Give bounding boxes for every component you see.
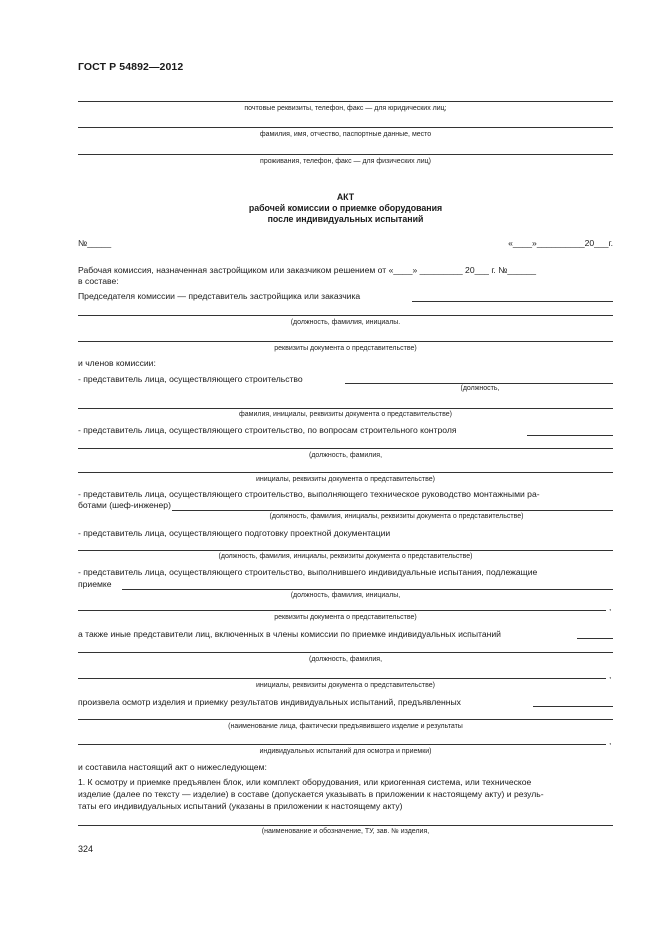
caption: (должность, фамилия, инициалы, xyxy=(290,592,401,599)
fill-line xyxy=(78,550,613,551)
fill-line xyxy=(412,301,613,302)
caption: индивидуальных испытаний для осмотра и приемки) xyxy=(259,748,432,755)
fill-line xyxy=(533,706,613,707)
caption: (должность, фамилия, инициалы, реквизиты документа о представительстве) xyxy=(218,553,473,560)
caption: инициалы, реквизиты документа о представительстве) xyxy=(256,476,435,483)
comma: , xyxy=(609,602,612,612)
fill-line xyxy=(78,652,613,653)
fill-line xyxy=(78,719,613,720)
fill-line xyxy=(172,510,613,511)
paragraph-1: 1. К осмотру и приемке предъявлен блок, или комплект оборудования, или криогенная система, или техническое xyxy=(78,777,532,787)
fill-line xyxy=(527,435,613,436)
member-text: - представитель лица, осуществляющего строительство, по вопросам строительного контроля xyxy=(78,425,457,435)
member-text: - представитель лица, осуществляющего строительство, выполнившего индивидуальные испытания, подлежащие xyxy=(78,567,538,577)
fill-line xyxy=(345,383,613,384)
caption: фамилия, инициалы, реквизиты документа о представительстве) xyxy=(239,411,452,418)
comma: , xyxy=(609,736,612,746)
fill-line xyxy=(78,408,613,409)
fill-line xyxy=(78,678,606,679)
caption: инициалы, реквизиты документа о представительстве) xyxy=(256,682,435,689)
fill-line xyxy=(78,825,613,826)
caption: почтовые реквизиты, телефон, факс — для юридических лиц; xyxy=(244,105,447,112)
caption: реквизиты документа о представительстве) xyxy=(274,614,417,621)
member-text: ботами (шеф-инженер) xyxy=(78,500,171,510)
chairman-text: Председателя комиссии — представитель застройщика или заказчика xyxy=(78,291,361,301)
act-subtitle: рабочей комиссии о приемке оборудования xyxy=(248,203,443,213)
page-number: 324 xyxy=(78,844,94,854)
compiled-text: и составила настоящий акт о нижеследующем: xyxy=(78,762,267,772)
caption: (должность, фамилия, xyxy=(308,656,383,663)
act-title: АКТ xyxy=(336,192,355,202)
fill-line xyxy=(577,638,613,639)
act-date: «____»__________20___г. xyxy=(508,238,613,248)
paragraph-1: таты его индивидуальных испытаний (указаны в приложении к настоящему акту) xyxy=(78,801,403,811)
caption: (должность, фамилия, xyxy=(308,452,383,459)
fill-line xyxy=(78,472,613,473)
member-text: приемке xyxy=(78,579,112,589)
fill-line xyxy=(78,341,613,342)
fill-line xyxy=(78,101,613,102)
caption: (должность, xyxy=(460,385,500,392)
paragraph-1: изделие (далее по тексту — изделие) в составе (допускается указывать в приложении к настоящему акту) и резуль- xyxy=(78,789,544,799)
caption: фамилия, имя, отчество, паспортные данные, место xyxy=(259,131,432,138)
member-text: - представитель лица, осуществляющего подготовку проектной документации xyxy=(78,528,391,538)
caption: (должность, фамилия, инициалы, реквизиты документа о представительстве) xyxy=(269,513,524,520)
fill-line xyxy=(78,744,606,745)
fill-line xyxy=(78,610,606,611)
member-text: - представитель лица, осуществляющего строительство xyxy=(78,374,303,384)
inspection-text: произвела осмотр изделия и приемку результатов индивидуальных испытаний, предъявленных xyxy=(78,697,461,707)
others-text: а также иные представители лиц, включенных в члены комиссии по приемке индивидуальных испытаний xyxy=(78,629,501,639)
fill-line xyxy=(78,127,613,128)
fill-line xyxy=(78,315,613,316)
act-subtitle: после индивидуальных испытаний xyxy=(267,214,424,224)
caption: (наименование лица, фактически предъявившего изделие и результаты xyxy=(228,723,463,730)
fill-line xyxy=(122,589,613,590)
caption: реквизиты документа о представительстве) xyxy=(274,345,417,352)
standard-header: ГОСТ Р 54892—2012 xyxy=(78,61,184,73)
commission-text: Рабочая комиссия, назначенная застройщиком или заказчиком решением от «____» _________ 20___ г. №______ xyxy=(78,265,537,275)
fill-line xyxy=(78,448,613,449)
members-text: и членов комиссии: xyxy=(78,358,156,368)
caption: (должность, фамилия, инициалы. xyxy=(290,319,401,326)
caption: проживания, телефон, факс — для физических лиц) xyxy=(260,158,431,165)
commission-text: в составе: xyxy=(78,276,119,286)
act-number: №_____ xyxy=(78,238,112,248)
fill-line xyxy=(78,154,613,155)
caption: (наименование и обозначение, ТУ, зав. № изделия, xyxy=(261,828,430,835)
comma: , xyxy=(609,670,612,680)
member-text: - представитель лица, осуществляющего строительство, выполняющего техническое руководство монтажными ра- xyxy=(78,489,540,499)
